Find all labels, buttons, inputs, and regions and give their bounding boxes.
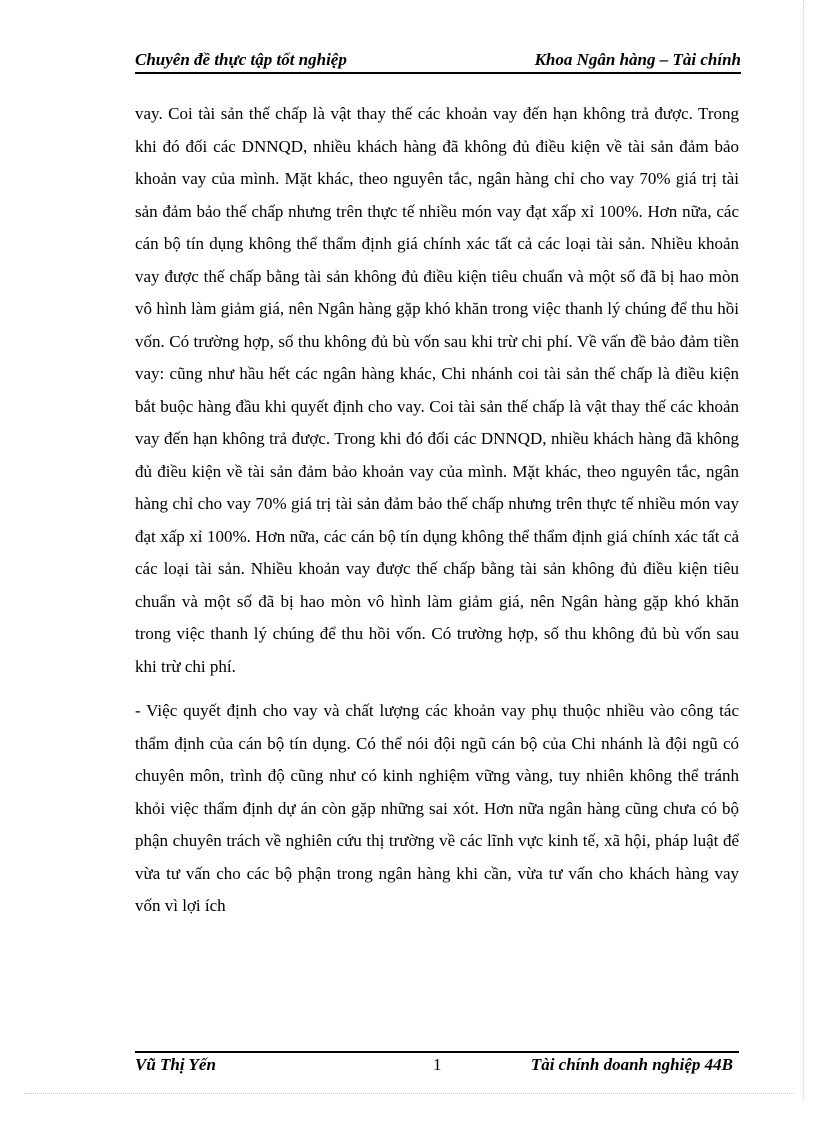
footer-course: Tài chính doanh nghiệp 44B [530,1055,733,1074]
paragraph-2: - Việc quyết định cho vay và chất lượng các khoản vay phụ thuộc nhiều vào công tác thẩm định của cán bộ tín dụng. Có thể nói đội ngũ cán bộ của Chi nhánh là đội ngũ có chuyên môn, trình độ cũng như có kinh nghiệm vững vàng, tuy nhiên không thể tránh khỏi việc thẩm định dự án còn gặp những sai xót. Hơn nữa ngân hàng cũng chưa có bộ phận chuyên trách về nghiên cứu thị trường về các lĩnh vực kinh tế, xã hội, pháp luật để vừa tư vấn cho các bộ phận trong ngân hàng khi cần, vừa tư vấn cho khách hàng vay vốn vì lợi ích [135,701,739,915]
header-faculty: Khoa Ngân hàng – Tài chính [534,50,741,69]
page-right-edge [803,0,804,1100]
header-report-title: Chuyên đề thực tập tốt nghiệp [135,50,347,69]
page-footer [135,1055,739,1077]
paragraph-1: vay. Coi tài sản thế chấp là vật thay thế các khoản vay đến hạn không trả được. Trong khi đó đối các DNNQD, nhiều khách hàng đã không đủ điều kiện về tài sản đảm bảo khoản vay của mình. Mặt khác, theo nguyên tắc, ngân hàng chỉ cho vay 70% giá trị tài sản đảm bảo thế chấp nhưng trên thực tế nhiều món vay đạt xấp xỉ 100%. Hơn nữa, các cán bộ tín dụng không thể thẩm định giá chính xác tất cả các loại tài sản. Nhiều khoản vay được thế chấp bằng tài sản không đủ điều kiện tiêu chuẩn và một số đã bị hao mòn vô hình làm giảm giá, nên Ngân hàng gặp khó khăn trong việc thanh lý chúng để thu hồi vốn. Có trường hợp, số thu không đủ bù vốn sau khi trừ chi phí. Về vấn đề bảo đảm tiền vay: cũng như hầu hết các ngân hàng khác, Chi nhánh coi tài sản thế chấp là điều kiện bắt buộc hàng đầu khi quyết định cho vay. Coi tài sản thế chấp là vật thay thế các khoản vay đến hạn không trả được. Trong khi đó đối các DNNQD, nhiều khách hàng đã không đủ điều kiện về tài sản đảm bảo khoản vay của mình. Mặt khác, theo nguyên tắc, ngân hàng chỉ cho vay 70% giá trị tài sản đảm bảo thế chấp nhưng trên thực tế nhiều món vay đạt xấp xỉ 100%. Hơn nữa, các cán bộ tín dụng không thể thẩm định giá chính xác tất cả các loại tài sản. Nhiều khoản vay được thế chấp bằng tài sản không đủ điều kiện tiêu chuẩn và một số đã bị hao mòn vô hình làm giảm giá, nên Ngân hàng gặp khó khăn trong việc thanh lý chúng để thu hồi vốn. Có trường hợp, số thu không đủ bù vốn sau khi trừ chi phí. [135,104,739,676]
page-header [135,48,741,74]
page-bottom-edge [24,1093,794,1094]
body-text [135,98,739,923]
page-number: 1 [433,1055,442,1074]
footer-author: Vũ Thị Yến [135,1055,216,1074]
footer-divider [135,1051,739,1053]
